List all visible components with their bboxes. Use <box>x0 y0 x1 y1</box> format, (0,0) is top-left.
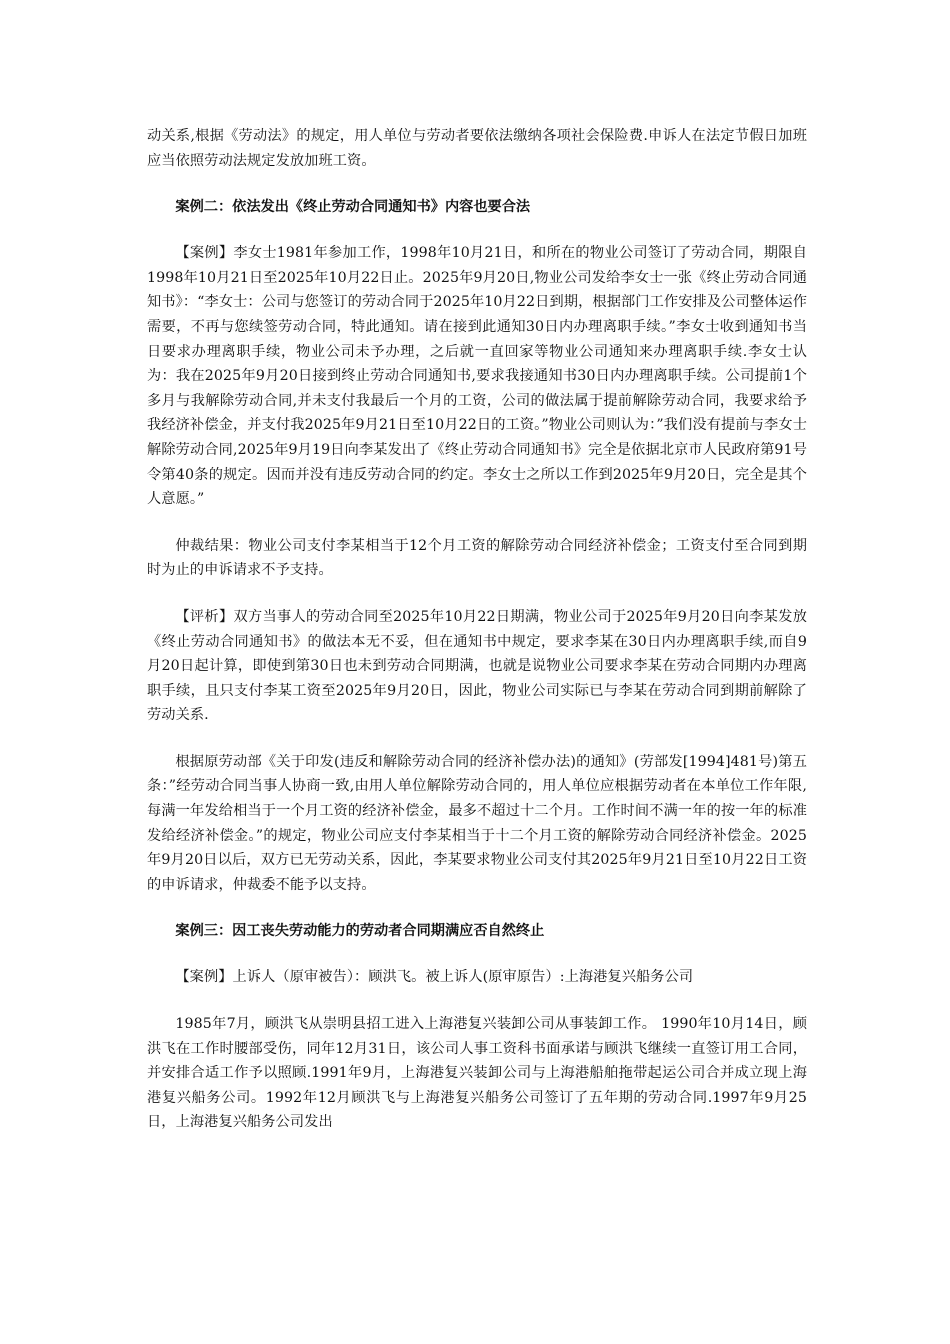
paragraph-text: 根据原劳动部《关于印发(违反和解除劳动合同的经济补偿办法)的通知》(劳部发[1994]481号)第五条：”经劳动合同当事人协商一致,由用人单位解除劳动合同的，用人单位应根据劳动者在本单位工作年限,每满一年发给相当于一个月工资的经济补偿金，最多不超过十二个月。工作时间不满一年的按一年的标准发给经济补偿金。”的规定，物业公司应支付李某相当于十二个月工资的解除劳动合同经济补偿金。2025年9月20日以后，双方已无劳动关系，因此，李某要求物业公司支付其2025年9月21日至10月22日工资的申诉请求，仲裁委不能予以支持。 <box>147 753 807 893</box>
case-tag: 【案例】 <box>175 245 234 262</box>
arbitration-result <box>147 534 807 583</box>
case-three-parties <box>147 965 807 990</box>
paragraph-text: 仲裁结果：物业公司支付李某相当于12个月工资的解除劳动合同经济补偿金；工资支付至合同到期时为止的申诉请求不予支持。 <box>147 537 807 579</box>
paragraph-text: 上诉人（原审被告）：顾洪飞。被上诉人(原审原告）:上海港复兴船务公司 <box>232 969 694 986</box>
paragraph-continuation <box>147 124 807 173</box>
case-two-analysis <box>147 605 807 728</box>
document-body <box>147 124 807 1157</box>
case-two-heading <box>147 195 807 219</box>
case-three-facts <box>147 1012 807 1135</box>
analysis-tag: 【评析】 <box>175 608 234 625</box>
case-tag: 【案例】 <box>175 969 233 986</box>
case-three-heading <box>147 919 807 943</box>
heading-text: 案例三：因工丧失劳动能力的劳动者合同期满应否自然终止 <box>175 923 545 940</box>
paragraph-text: 动关系,根据《劳动法》的规定，用人单位与劳动者要依法缴纳各项社会保险费.申诉人在法定节假日加班应当依照劳动法规定发放加班工资。 <box>147 128 807 169</box>
heading-text: 案例二：依法发出《终止劳动合同通知书》内容也要合法 <box>175 199 531 216</box>
paragraph-text: 1985年7月，顾洪飞从崇明县招工进入上海港复兴装卸公司从事装卸工作。 1990年10月14日，顾洪飞在工作时腰部受伤，同年12月31日，该公司人事工资科书面承诺与顾洪飞继续一直签订用工合同，并安排合适工作予以照顾.1991年9月，上海港复兴装卸公司与上海港船舶拖带起运公司合并成立现上海港复兴船务公司。1992年12月顾洪飞与上海港复兴船务公司签订了五年期的劳动合同.1997年9月25日，上海港复兴船务公司发出 <box>147 1016 807 1131</box>
paragraph-text: 李女士1981年参加工作，1998年10月21日，和所在的物业公司签订了劳动合同，期限自1998年10月21日至2025年10月22日止。2025年9月20日,物业公司发给李女士一张《终止劳动合同通知书》：“李女士：公司与您签订的劳动合同于2025年10月22日到期，根据部门工作安排及公司整体运作需要，不再与您续签劳动合同，特此通知。请在接到此通知30日内办理离职手续。”李女士收到通知书当日要求办理离职手续，物业公司未予办理，之后就一直回家等物业公司通知来办理离职手续.李女士认为：我在2025年9月20日接到终止劳动合同通知书,要求我接通知书30日内办理离职手续。公司提前1个多月与我解除劳动合同,并未支付我最后一个月的工资，公司的做法属于提前解除劳动合同，我要求给予我经济补偿金，并支付我2025年9月21日至10月22日的工资。”物业公司则认为：”我们没有提前与李女士解除劳动合同,2025年9月19日向李某发出了《终止劳动合同通知书》完全是依据北京市人民政府第91号令第40条的规定。因而并没有违反劳动合同的约定。李女士之所以工作到2025年9月20日，完全是其个人意愿。” <box>147 245 807 508</box>
legal-basis-paragraph <box>147 750 807 898</box>
case-two-facts <box>147 241 807 512</box>
paragraph-text: 双方当事人的劳动合同至2025年10月22日期满，物业公司于2025年9月20日向李某发放《终止劳动合同通知书》的做法本无不妥，但在通知书中规定，要求李某在30日内办理离职手续,而自9月20日起计算，即使到第30日也未到劳动合同期满，也就是说物业公司要求李某在劳动合同期内办理离职手续，且只支付李某工资至2025年9月20日，因此，物业公司实际已与李某在劳动合同到期前解除了劳动关系. <box>147 608 808 724</box>
